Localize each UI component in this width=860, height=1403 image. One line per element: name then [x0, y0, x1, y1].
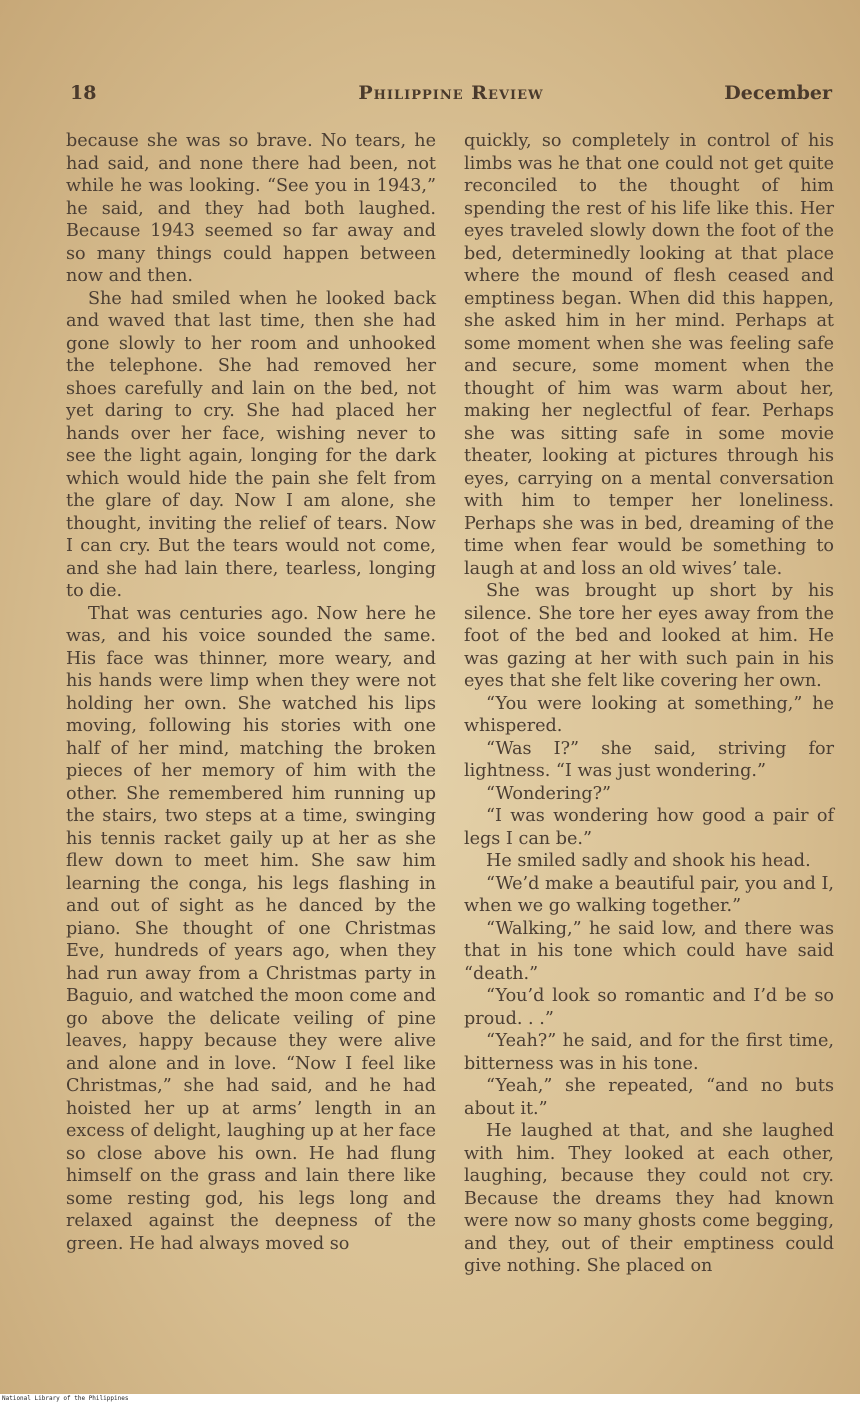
- archive-credit: National Library of the Philippines: [0, 1394, 860, 1403]
- paragraph: “Yeah?” he said, and for the first time, bitterness was in his tone.: [464, 1031, 834, 1074]
- paragraph: That was centuries ago. Now here he was, and his voice sounded the same. His face was thinner, more weary, and his hands were limp when they were not holding her own. She watched his lips moving, following his stories with one half of her mind, matching the broken pieces of her memory of him with the other. She remembered him running up the stairs, two steps at a time, swinging his tennis racket gaily up at her as she flew down to meet him. She saw him learning the conga, his legs flashing in and out of sight as he danced by the piano. She thought of one Christmas Eve, hundreds of years ago, when they had run away from a Christmas party in Baguio, and watched the moon come and go above the delicate veiling of pine leaves, happy because they were alive and alone and in love. “Now I feel like Christmas,” she had said, and he had hoisted her up at arms’ length in an excess of delight, laughing up at her face so close above his own. He had flung himself on the grass and lain there like some resting god, his legs long and relaxed against the deepness of the green. He had always moved so: [66, 603, 436, 1254]
- paragraph: “I was wondering how good a pair of legs I can be.”: [464, 806, 834, 849]
- paragraph: He smiled sadly and shook his head.: [486, 851, 811, 871]
- page-header: [70, 82, 832, 108]
- paragraph: She had smiled when he looked back and waved that last time, then she had gone slowly to her room and unhooked the telephone. She had removed her shoes carefully and lain on the bed, not yet daring to cry. She had placed her hands over her face, wishing never to see the light again, longing for the dark which would hide the pain she felt from the glare of day. Now I am alone, she thought, inviting the relief of tears. Now I can cry. But the tears would not come, and she had lain there, tearless, longing to die.: [66, 288, 436, 601]
- publication-title: Philippine Review: [358, 82, 544, 104]
- paragraph: because she was so brave. No tears, he had said, and none there had been, not while he was looking. “See you in 1943,” he said, and they had both laughed. Because 1943 seemed so far away and so many things could happen between now and then.: [66, 131, 436, 286]
- left-column: [66, 130, 436, 1255]
- paragraph: She was brought up short by his silence. She tore her eyes away from the foot of the bed and looked at him. He was gazing at her with such pain in his eyes that she felt like covering her own.: [464, 581, 834, 691]
- issue-month: December: [724, 82, 832, 104]
- paragraph: “Wondering?”: [486, 783, 612, 804]
- paragraph: He laughed at that, and she laughed with him. They looked at each other, laughing, because they could not cry. Because the dreams they had known were now so many ghosts come begging, and they, out of their emptiness could give nothing. She placed on: [464, 1121, 834, 1276]
- paragraph: “You’d look so romantic and I’d be so proud. . .”: [464, 986, 834, 1029]
- paragraph: “Was I?” she said, striving for lightness. “I was just wondering.”: [464, 738, 834, 781]
- page-number: 18: [70, 82, 97, 104]
- paragraph: “Walking,” he said low, and there was that in his tone which could have said “death.”: [464, 918, 834, 984]
- right-column: [464, 130, 834, 1278]
- paragraph: “You were looking at something,” he whispered.: [464, 693, 834, 736]
- paragraph: quickly, so completely in control of his limbs was he that one could not get quite reconciled to the thought of him spending the rest of his life like this. Her eyes traveled slowly down the foot of the bed, determinedly looking at that place where the mound of flesh ceased and emptiness began. When did this happen, she asked him in her mind. Perhaps at some moment when she was feeling safe and secure, some moment when the thought of him was warm about her, making her neglectful of fear. Perhaps she was sitting safe in some movie theater, looking at pictures through his eyes, carrying on a mental conversation with him to temper her loneliness. Perhaps she was in bed, dreaming of the time when fear would be something to laugh at and loss an old wives’ tale.: [464, 131, 834, 579]
- paragraph: “We’d make a beautiful pair, you and I, when we go walking together.”: [464, 873, 834, 916]
- paragraph: “Yeah,” she repeated, “and no buts about it.”: [464, 1076, 834, 1119]
